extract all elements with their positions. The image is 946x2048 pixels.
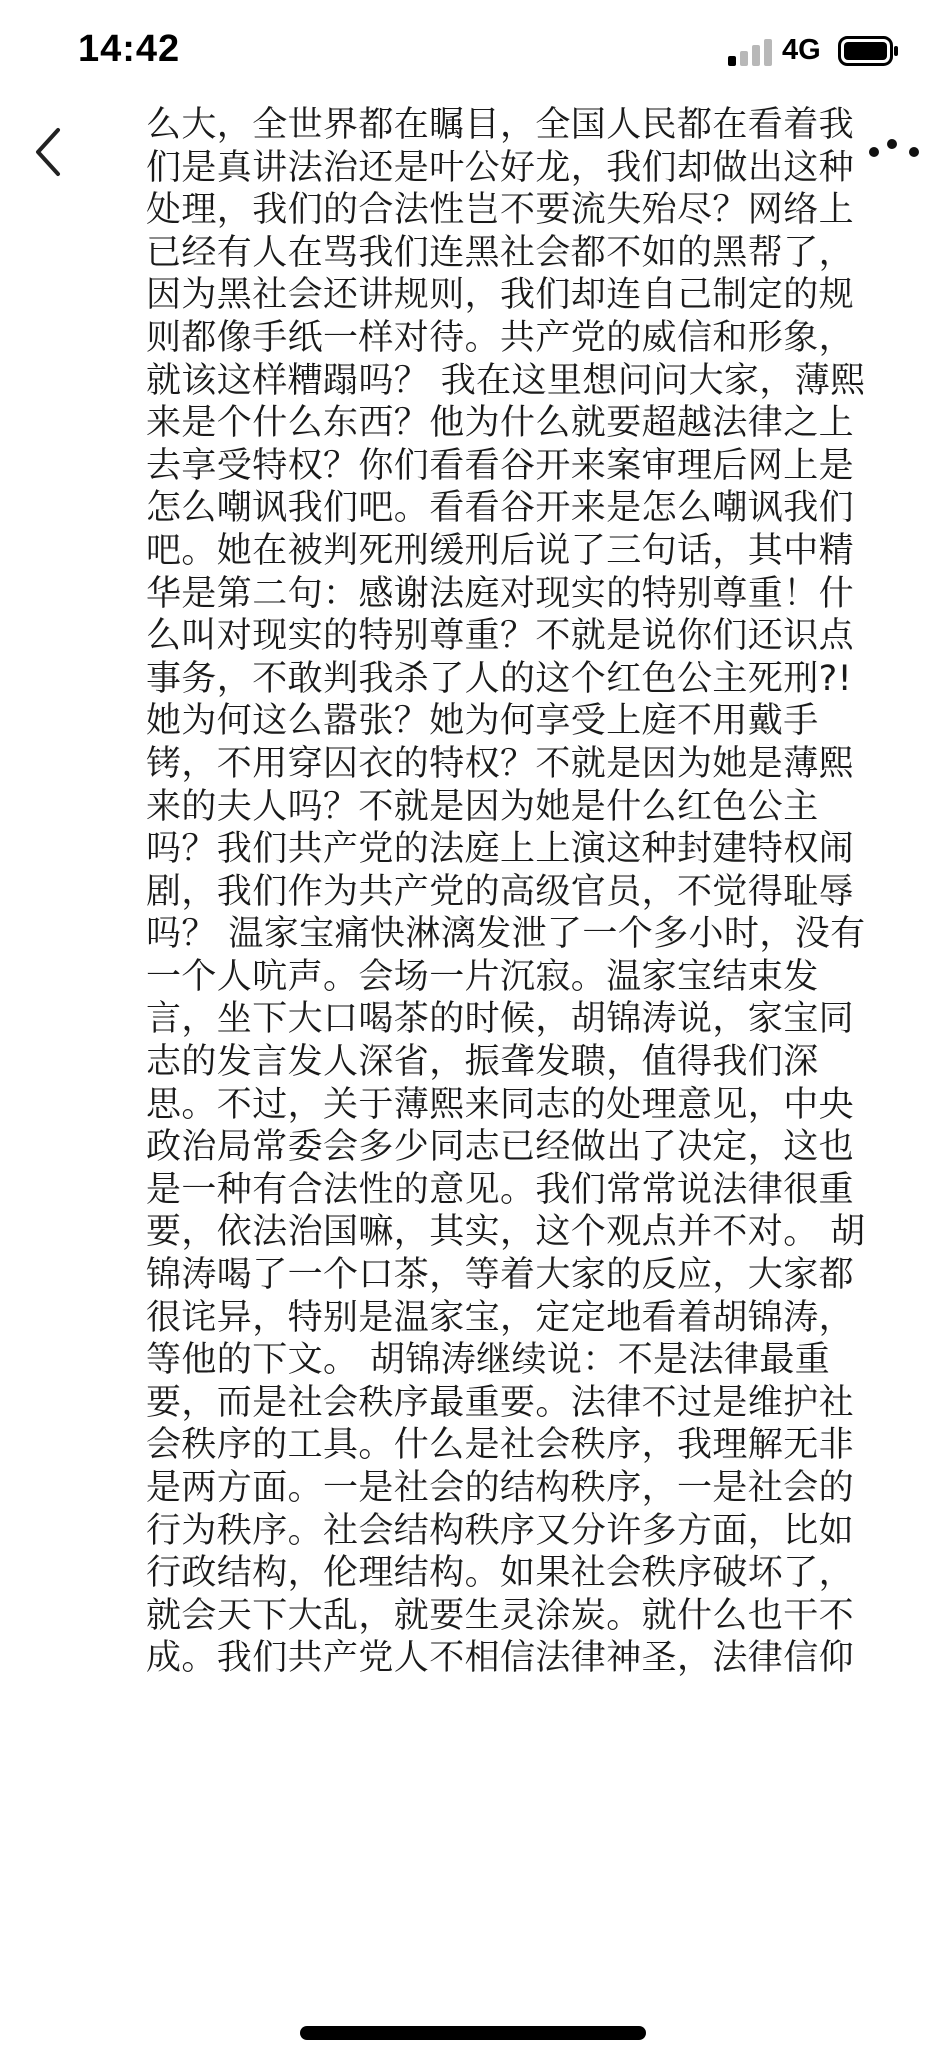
chevron-left-icon xyxy=(30,122,74,182)
article-line: 要，依法治国嘛，其实，这个观点并不对。 胡 xyxy=(146,1212,866,1253)
article-line: 行为秩序。社会结构秩序又分许多方面，比如 xyxy=(146,1510,855,1551)
article-line: 等他的下文。 胡锦涛继续说：不是法律最重 xyxy=(146,1340,831,1381)
article-line: 要，而是社会秩序最重要。法律不过是维护社 xyxy=(146,1382,855,1423)
article-line: 已经有人在骂我们连黑社会都不如的黑帮了， xyxy=(146,232,855,273)
article-line: 剧，我们作为共产党的高级官员，不觉得耻辱 xyxy=(146,871,855,912)
article-line: 因为黑社会还讲规则，我们却连自己制定的规 xyxy=(146,275,855,316)
home-indicator[interactable] xyxy=(300,2026,646,2040)
article-line: 一个人吭声。会场一片沉寂。温家宝结束发 xyxy=(146,956,819,997)
article-line: 么叫对现实的特别尊重？不就是说你们还识点 xyxy=(146,616,855,657)
battery-icon xyxy=(838,36,900,66)
article-line: 们是真讲法治还是叶公好龙，我们却做出这种 xyxy=(146,147,855,188)
article-line: 来是个什么东西？他为什么就要超越法律之上 xyxy=(146,403,855,444)
article-line: 则都像手纸一样对待。共产党的威信和形象， xyxy=(146,317,855,358)
article-line: 言，坐下大口喝茶的时候，胡锦涛说，家宝同 xyxy=(146,999,855,1040)
article-line: 政治局常委会多少同志已经做出了决定，这也 xyxy=(146,1127,855,1168)
article-line: 事务，不敢判我杀了人的这个红色公主死刑?! xyxy=(146,658,853,699)
article-line: 行政结构，伦理结构。如果社会秩序破坏了， xyxy=(146,1553,855,1594)
article-line: 她为何这么嚣张？她为何享受上庭不用戴手 xyxy=(146,701,819,742)
article-line: 思。不过，关于薄熙来同志的处理意见，中央 xyxy=(146,1084,855,1125)
cellular-signal-icon xyxy=(726,38,782,66)
article-body xyxy=(146,104,906,2048)
article-line: 来的夫人吗？不就是因为她是什么红色公主 xyxy=(146,786,819,827)
status-time: 14:42 xyxy=(78,28,181,70)
article-line: 就该这样糟蹋吗？ 我在这里想问问大家，薄熙 xyxy=(146,360,866,401)
article-line: 去享受特权？你们看看谷开来案审理后网上是 xyxy=(146,445,855,486)
article-line: 处理，我们的合法性岂不要流失殆尽？网络上 xyxy=(146,190,855,231)
article-line: 就会天下大乱，就要生灵涂炭。就什么也干不 xyxy=(146,1595,855,1636)
article-line: 是两方面。一是社会的结构秩序，一是社会的 xyxy=(146,1468,855,1508)
status-bar xyxy=(0,0,946,104)
article-line: 怎么嘲讽我们吧。看看谷开来是怎么嘲讽我们 xyxy=(146,488,855,529)
article-line: 会秩序的工具。什么是社会秩序，我理解无非 xyxy=(146,1425,855,1466)
back-button[interactable] xyxy=(30,122,74,182)
article-line: 是一种有合法性的意见。我们常常说法律很重 xyxy=(146,1169,855,1210)
article-line: 么大，全世界都在瞩目，全国人民都在看着我 xyxy=(146,105,855,145)
article-line: 华是第二句：感谢法庭对现实的特别尊重！什 xyxy=(146,573,855,614)
article-line: 锦涛喝了一个口茶，等着大家的反应，大家都 xyxy=(146,1255,855,1296)
article-line: 很诧异，特别是温家宝，定定地看着胡锦涛， xyxy=(146,1297,855,1338)
article-line: 吧。她在被判死刑缓刑后说了三句话，其中精 xyxy=(146,530,855,571)
article-line: 志的发言发人深省，振聋发聩，值得我们深 xyxy=(146,1042,819,1083)
network-type: 4G xyxy=(782,34,821,66)
article-line: 铐，不用穿囚衣的特权？不就是因为她是薄熙 xyxy=(146,743,855,784)
article-line: 吗？ 温家宝痛快淋漓发泄了一个多小时，没有 xyxy=(146,914,866,955)
article-line: 吗？我们共产党的法庭上上演这种封建特权闹 xyxy=(146,829,855,870)
article-line: 成。我们共产党人不相信法律神圣，法律信仰 xyxy=(146,1638,855,1679)
